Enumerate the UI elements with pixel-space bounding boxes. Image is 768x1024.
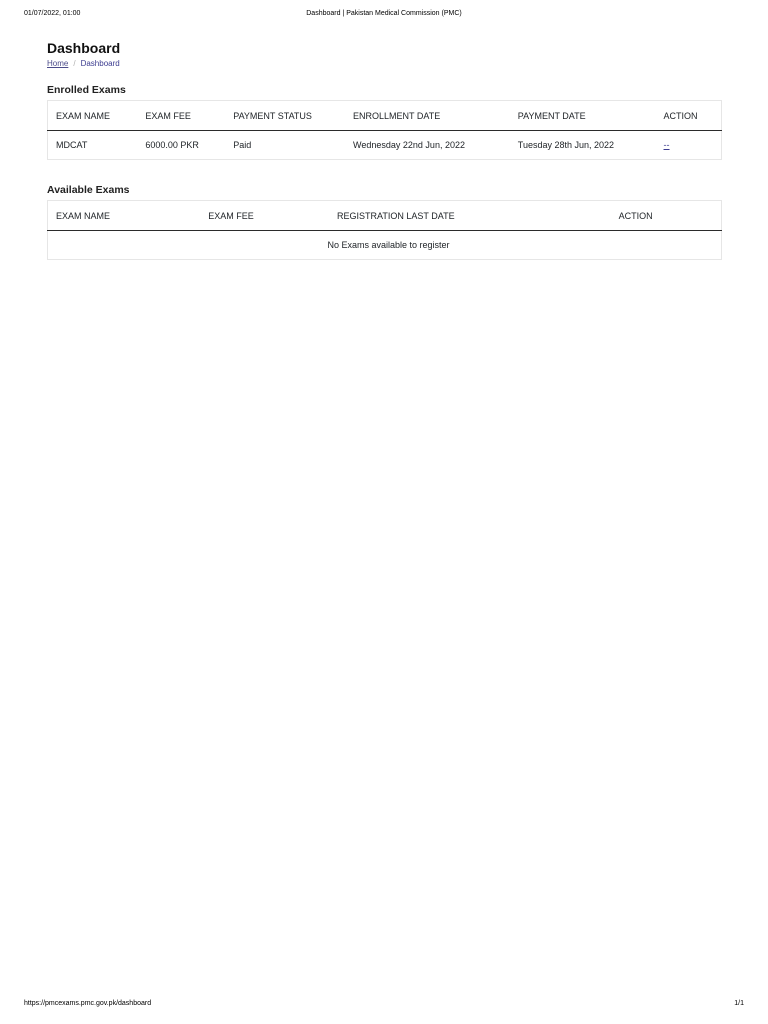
col-header-exam-fee: EXAM FEE bbox=[200, 201, 329, 231]
cell-exam-fee: 6000.00 PKR bbox=[145, 140, 199, 150]
main-content bbox=[47, 40, 722, 260]
enrolled-exams-title: Enrolled Exams bbox=[47, 84, 126, 96]
table-row bbox=[48, 131, 722, 160]
breadcrumb bbox=[47, 59, 722, 68]
table-row bbox=[48, 231, 722, 260]
col-header-action: ACTION bbox=[611, 201, 722, 231]
print-page-number: 1/1 bbox=[734, 1000, 744, 1007]
table-header-row bbox=[48, 201, 722, 231]
col-header-exam-fee: EXAM FEE bbox=[137, 101, 225, 131]
empty-message: No Exams available to register bbox=[327, 240, 450, 250]
col-header-exam-name: EXAM NAME bbox=[48, 101, 138, 131]
print-header bbox=[24, 10, 744, 22]
available-exams-table bbox=[47, 200, 722, 260]
cell-payment-status: Paid bbox=[233, 140, 252, 150]
breadcrumb-current: Dashboard bbox=[80, 59, 120, 68]
page-title: Dashboard bbox=[47, 40, 121, 56]
col-header-action: ACTION bbox=[656, 101, 722, 131]
col-header-exam-name: EXAM NAME bbox=[48, 201, 201, 231]
breadcrumb-home-link[interactable]: Home bbox=[47, 59, 69, 68]
cell-payment-date: Tuesday 28th Jun, 2022 bbox=[517, 140, 615, 150]
cell-enrollment-date: Wednesday 22nd Jun, 2022 bbox=[353, 140, 465, 150]
print-doc-title: Dashboard | Pakistan Medical Commission (PMC) bbox=[306, 10, 462, 17]
breadcrumb-separator: / bbox=[73, 59, 76, 68]
col-header-enrollment-date: ENROLLMENT DATE bbox=[345, 101, 510, 131]
action-link[interactable]: -- bbox=[663, 140, 670, 150]
cell-exam-name: MDCAT bbox=[56, 140, 88, 150]
col-header-registration-last-date: REGISTRATION LAST DATE bbox=[329, 201, 611, 231]
available-exams-title: Available Exams bbox=[47, 184, 130, 196]
table-header-row bbox=[48, 101, 722, 131]
enrolled-exams-table bbox=[47, 100, 722, 160]
cell-action bbox=[656, 131, 722, 160]
print-url: https://pmcexams.pmc.gov.pk/dashboard bbox=[24, 1000, 152, 1007]
print-datetime: 01/07/2022, 01:00 bbox=[24, 10, 81, 17]
col-header-payment-date: PAYMENT DATE bbox=[510, 101, 656, 131]
col-header-payment-status: PAYMENT STATUS bbox=[225, 101, 345, 131]
print-footer bbox=[24, 1000, 744, 1012]
